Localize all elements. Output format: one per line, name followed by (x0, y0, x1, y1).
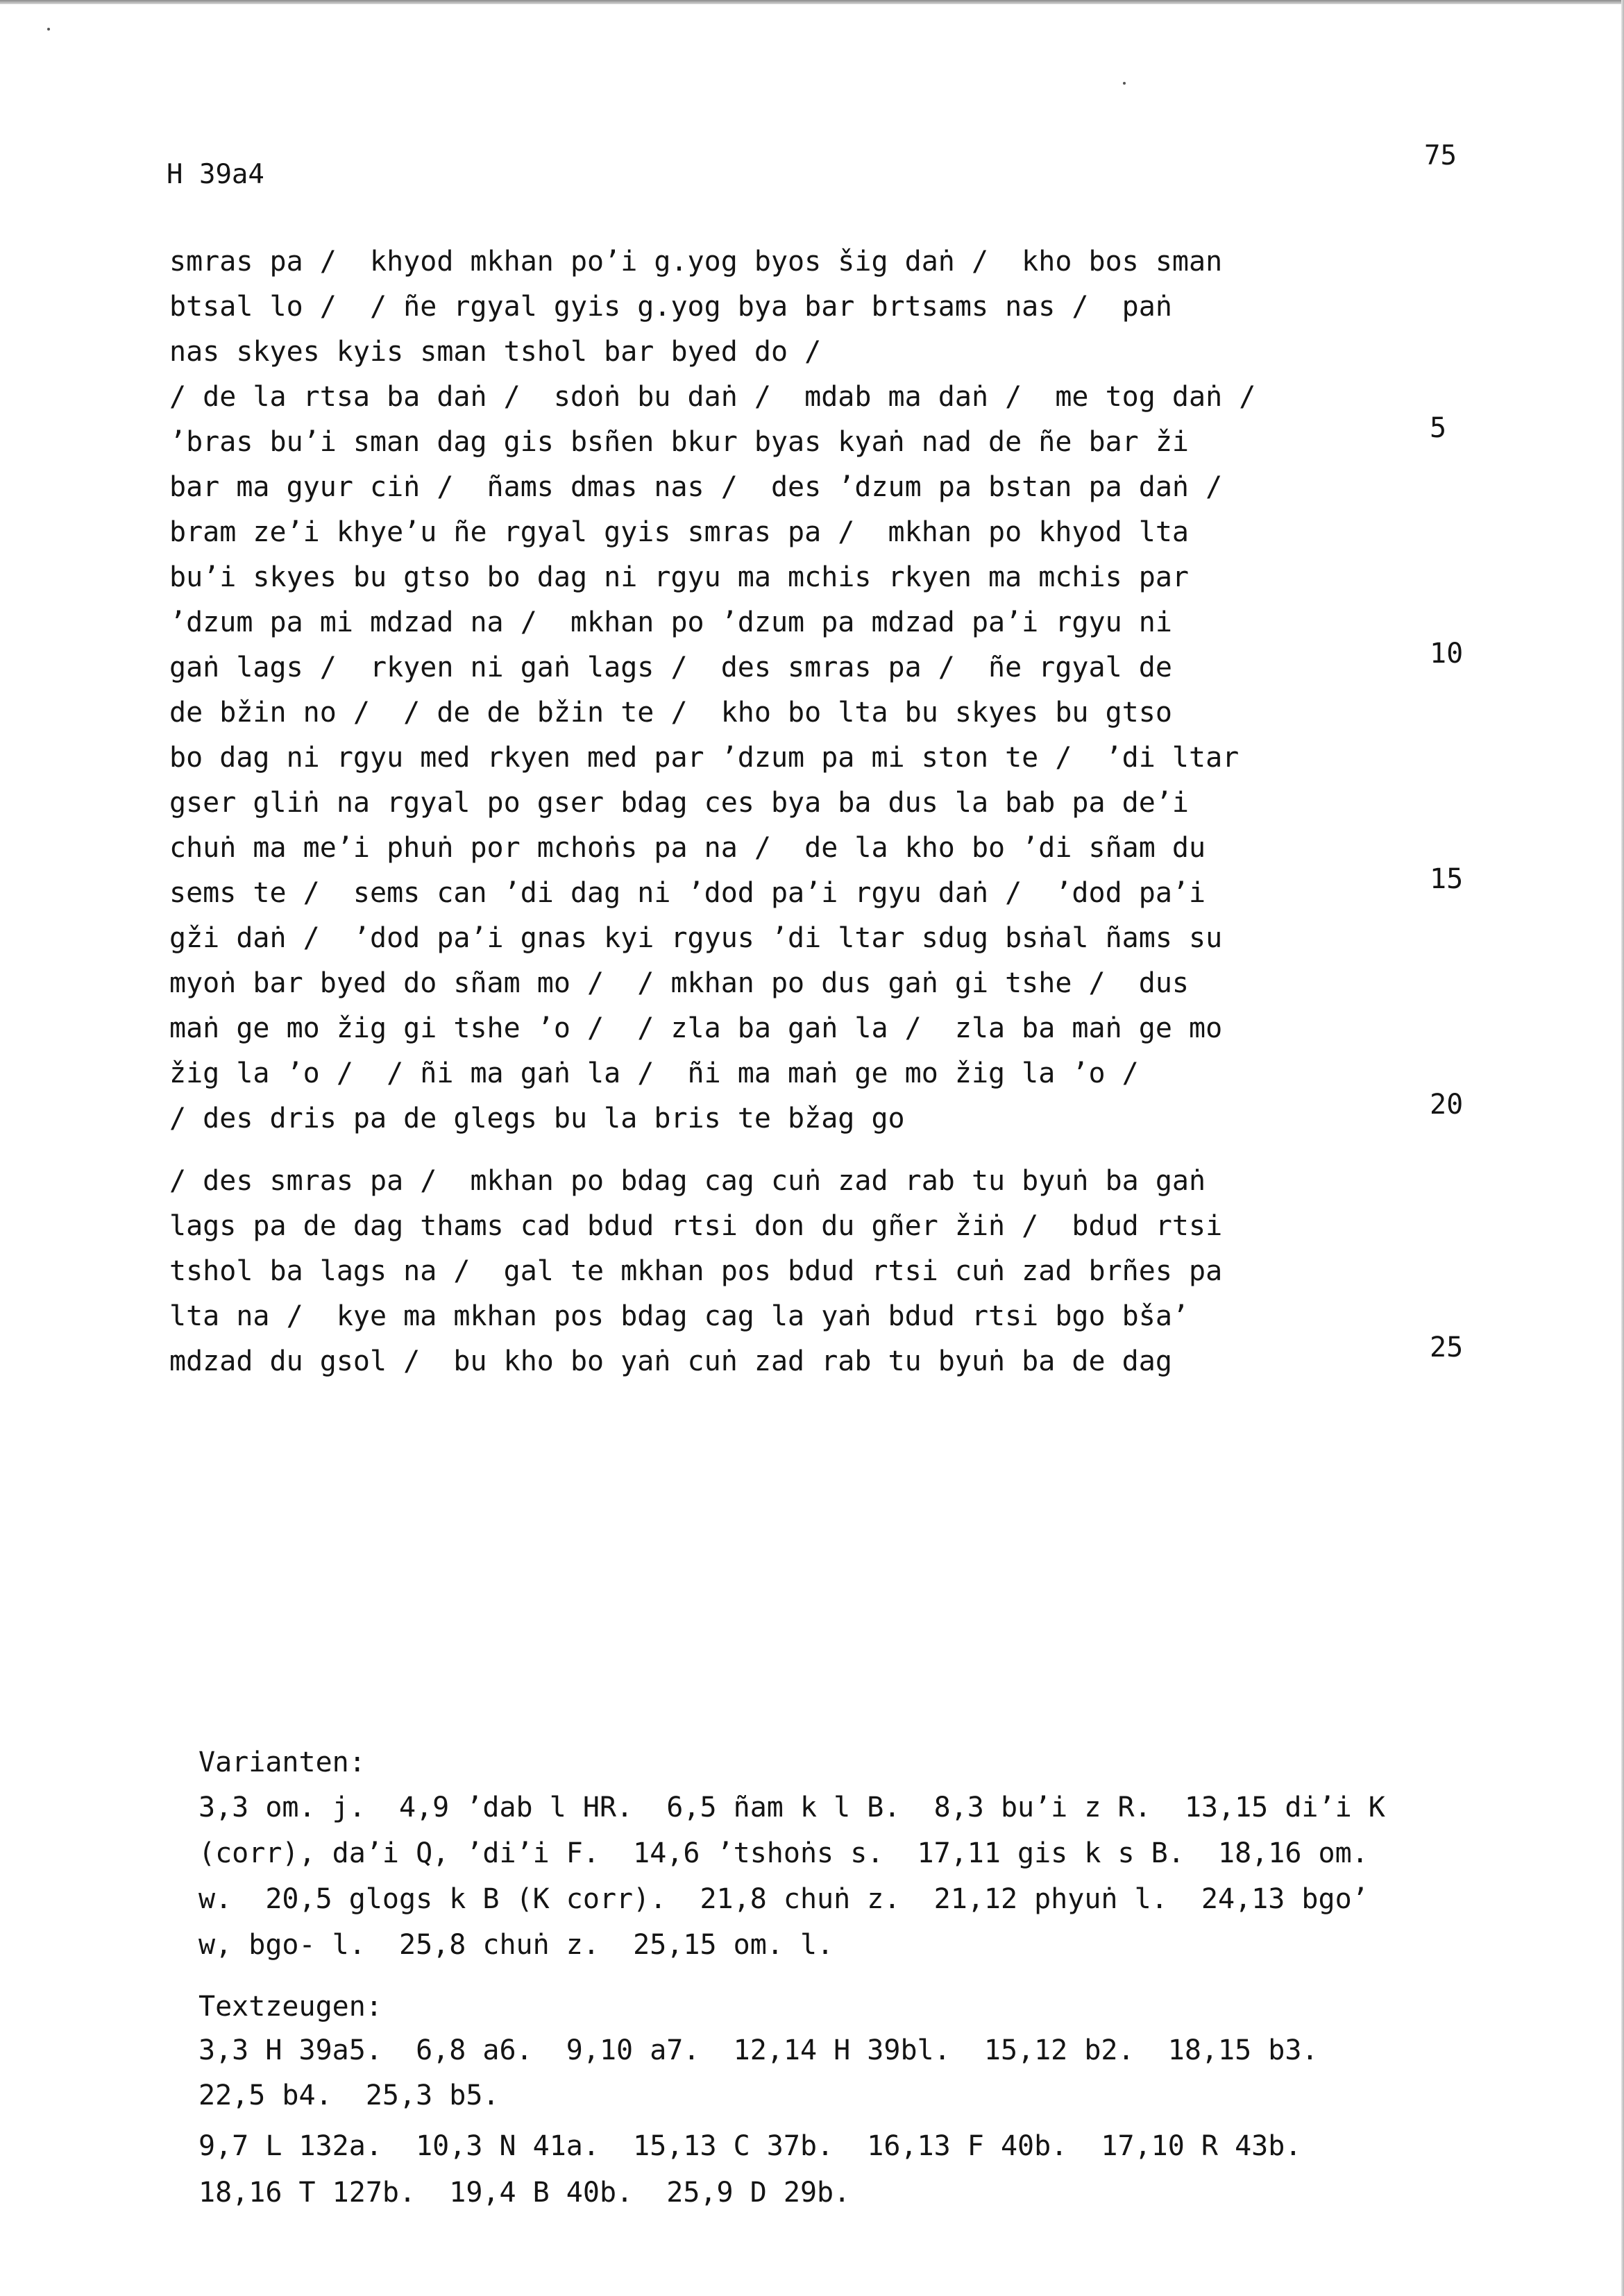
page-siglum: H 39a4 (167, 159, 264, 190)
textzeugen-line: 22,5 b4. 25,3 b5. (198, 2080, 500, 2111)
text-line: de bžin no / / de de bžin te / kho bo lta bu skyes bu gtso (169, 697, 1172, 729)
varianten-line: w. 20,5 glogs k B (K corr). 21,8 chuṅ z. 21,12 phyuṅ l. 24,13 bgo’ (198, 1883, 1369, 1915)
scan-speck (47, 28, 50, 31)
text-line: btsal lo / / ñe rgyal gyis g.yog bya bar brtsams nas / paṅ (169, 291, 1172, 323)
line-number: 5 (1430, 412, 1447, 444)
text-line: bo dag ni rgyu med rkyen med par ’dzum pa mi ston te / ’di ltar (169, 742, 1240, 774)
line-number: 25 (1430, 1332, 1464, 1363)
text-line: bram ze’i khye’u ñe rgyal gyis smras pa / mkhan po khyod lta (169, 516, 1190, 548)
text-line: nas skyes kyis sman tshol bar byed do / (169, 336, 822, 368)
scan-edge-right (1621, 0, 1624, 2296)
varianten-line: 3,3 om. j. 4,9 ’dab l HR. 6,5 ñam k l B. 8,3 bu’i z R. 13,15 di’i K (198, 1792, 1385, 1823)
text-line: gser gliṅ na rgyal po gser bdag ces bya ba dus la bab pa de’i (169, 787, 1190, 819)
text-line: gži daṅ / ’dod pa’i gnas kyi rgyus ’di ltar sdug bsṅal ñams su (169, 922, 1223, 954)
varianten-line: w, bgo- l. 25,8 chuṅ z. 25,15 om. l. (198, 1929, 834, 1961)
text-line: ’dzum pa mi mdzad na / mkhan po ’dzum pa mdzad pa’i rgyu ni (169, 606, 1172, 638)
text-line: gaṅ lags / rkyen ni gaṅ lags / des smras pa / ñe rgyal de (169, 652, 1172, 683)
scan-edge-top (0, 0, 1624, 4)
line-number: 15 (1430, 863, 1464, 895)
text-line: chuṅ ma me’i phuṅ por mchoṅs pa na / de la kho bo ’di sñam du (169, 832, 1206, 864)
text-line: sems te / sems can ’di dag ni ’dod pa’i rgyu daṅ / ’dod pa’i (169, 877, 1206, 909)
text-line: / des smras pa / mkhan po bdag cag cuṅ zad rab tu byuṅ ba gaṅ (169, 1165, 1206, 1197)
text-line: žig la ’o / / ñi ma gaṅ la / ñi ma maṅ ge mo žig la ’o / (169, 1057, 1139, 1089)
text-line: / des dris pa de glegs bu la bris te bžag go (169, 1103, 905, 1134)
text-line: bar ma gyur ciṅ / ñams dmas nas / des ’dzum pa bstan pa daṅ / (169, 471, 1223, 503)
text-line: lta na / kye ma mkhan pos bdag cag la yaṅ bdud rtsi bgo bša’ (169, 1300, 1190, 1332)
varianten-label: Varianten: (198, 1746, 366, 1778)
textzeugen-label: Textzeugen: (198, 1991, 382, 2023)
textzeugen-line: 3,3 H 39a5. 6,8 a6. 9,10 a7. 12,14 H 39bl. 15,12 b2. 18,15 b3. (198, 2034, 1319, 2066)
textzeugen-line: 9,7 L 132a. 10,3 N 41a. 15,13 C 37b. 16,13 F 40b. 17,10 R 43b. (198, 2130, 1302, 2162)
text-line: maṅ ge mo žig gi tshe ’o / / zla ba gaṅ la / zla ba maṅ ge mo (169, 1012, 1223, 1044)
text-line: / de la rtsa ba daṅ / sdoṅ bu daṅ / mdab ma daṅ / me tog daṅ / (169, 381, 1256, 413)
textzeugen-line: 18,16 T 127b. 19,4 B 40b. 25,9 D 29b. (198, 2177, 851, 2209)
text-line: smras pa / khyod mkhan po’i g.yog byos šig daṅ / kho bos sman (169, 246, 1223, 278)
page-number: 75 (1424, 140, 1457, 171)
text-line: myoṅ bar byed do sñam mo / / mkhan po dus gaṅ gi tshe / dus (169, 967, 1190, 999)
varianten-line: (corr), da’i Q, ’di’i F. 14,6 ’tshoṅs s. 17,11 gis k s B. 18,16 om. (198, 1837, 1369, 1869)
text-line: ’bras bu’i sman dag gis bsñen bkur byas kyaṅ nad de ñe bar ži (169, 426, 1190, 458)
text-line: bu’i skyes bu gtso bo dag ni rgyu ma mchis rkyen ma mchis par (169, 561, 1190, 593)
text-line: lags pa de dag thams cad bdud rtsi don du gñer žiṅ / bdud rtsi (169, 1210, 1223, 1242)
line-number: 10 (1430, 638, 1464, 670)
text-line: tshol ba lags na / gal te mkhan pos bdud rtsi cuṅ zad brñes pa (169, 1255, 1223, 1287)
line-number: 20 (1430, 1089, 1464, 1121)
scan-speck (1123, 82, 1126, 85)
text-line: mdzad du gsol / bu kho bo yaṅ cuṅ zad rab tu byuṅ ba de dag (169, 1345, 1172, 1377)
